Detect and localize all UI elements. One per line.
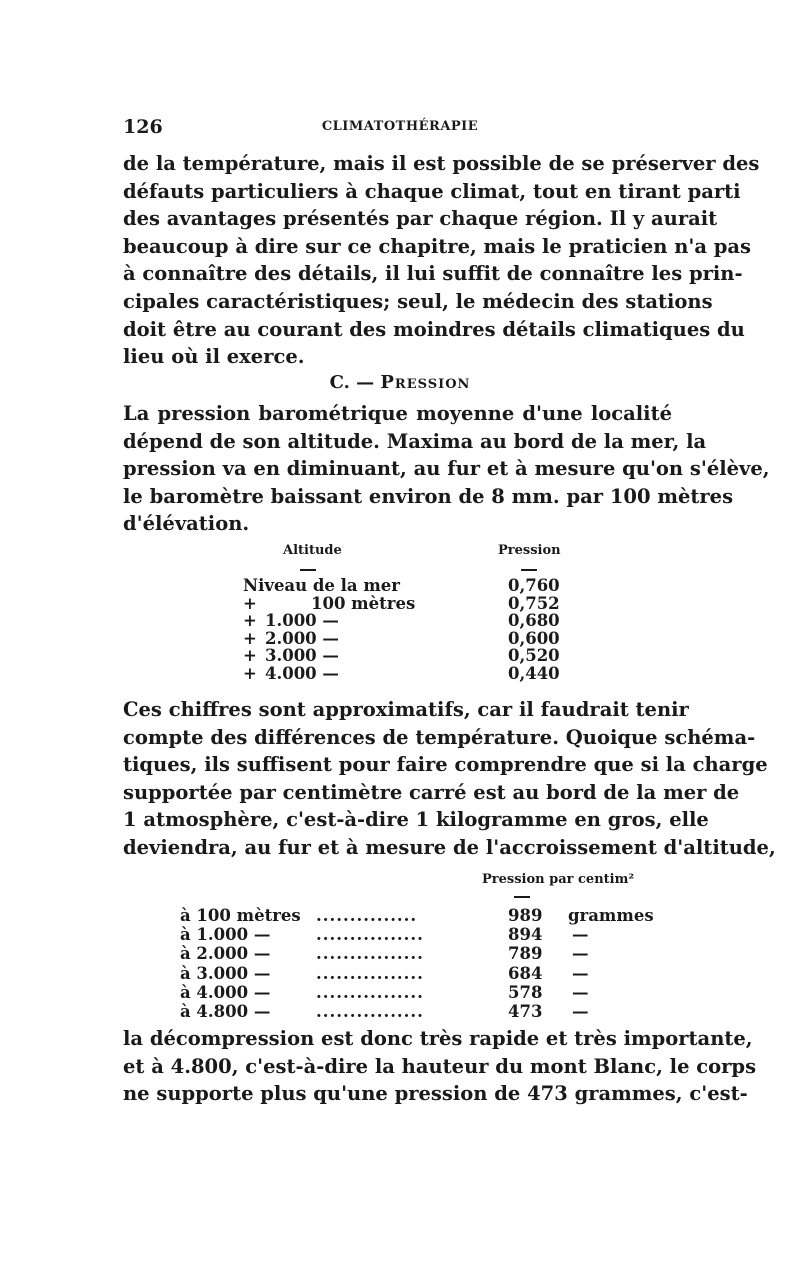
- altitude-cell: à 1.000 —: [180, 925, 271, 945]
- grams-cell: 789: [508, 944, 543, 964]
- altitude-cell: à 4.000 —: [180, 982, 271, 1002]
- grams-cell: 894: [508, 925, 543, 945]
- altitude-cell: Niveau de la mer: [243, 576, 400, 595]
- text-line: dépend de son altitude. Maxima au bord de la mer, la: [123, 429, 707, 453]
- text-line: tiques, ils suffisent pour faire comprendre que si la charge: [123, 753, 768, 777]
- pression-cell: 0,680: [508, 611, 560, 630]
- text-line: la décompression est donc très rapide et très importante,: [123, 1027, 753, 1050]
- pressure-column-header: Pression par centim²: [482, 872, 635, 887]
- table-row: [0, 665, 800, 683]
- text-line: le baromètre baissant environ de 8 mm. par 100 mètres: [123, 484, 734, 508]
- text-line: à connaître des détails, il lui suffit de connaître les prin-: [123, 262, 743, 286]
- pression-column-header: Pression: [498, 543, 561, 558]
- table-row: [0, 944, 800, 963]
- unit-cell: —: [572, 982, 589, 1002]
- page-number: 126: [123, 116, 163, 138]
- altitude-cell: à 100 mètres: [180, 906, 301, 925]
- text-line: pression va en diminuant, au fur et à mesure qu'on s'élève,: [123, 457, 770, 481]
- plus-sign: +: [243, 646, 257, 665]
- table-row: [0, 630, 800, 648]
- pression-cell: 0,520: [508, 646, 560, 665]
- unit-cell: grammes: [568, 906, 654, 925]
- running-title: CLIMATOTHÉRAPIE: [321, 119, 479, 134]
- text-line: et à 4.800, c'est-à-dire la hauteur du mont Blanc, le corps: [123, 1054, 757, 1078]
- altitude-cell: à 3.000 —: [180, 963, 271, 983]
- altitude-cell: 100 mètres: [311, 593, 416, 613]
- leader-dots: ................: [316, 925, 424, 945]
- table-row: [0, 577, 800, 595]
- unit-cell: —: [572, 1001, 589, 1021]
- table-row: [0, 1002, 800, 1021]
- table-row: [0, 925, 800, 944]
- paragraph-4: [123, 1025, 757, 1108]
- plus-sign: +: [243, 663, 257, 683]
- text-line: des avantages présentés par chaque région. Il y aurait: [123, 207, 718, 231]
- text-line: compte des différences de température. Quoique schéma-: [123, 725, 756, 749]
- pression-cell: 0,752: [508, 593, 560, 613]
- text-line: beaucoup à dire sur ce chapitre, mais le praticien n'a pas: [123, 234, 752, 258]
- text-line: ne supporte plus qu'une pression de 473 grammes, c'est-: [123, 1082, 748, 1106]
- leader-dots: ...............: [316, 906, 418, 925]
- plus-sign: +: [243, 611, 257, 630]
- altitude-cell: 4.000 —: [265, 663, 339, 683]
- text-line: La pression barométrique moyenne d'une localité: [123, 402, 672, 425]
- altitude-cell: 3.000 —: [265, 646, 339, 665]
- section-title: Pression: [380, 372, 471, 393]
- text-line: cipales caractéristiques; seul, le médecin des stations: [123, 289, 713, 313]
- leader-dots: ................: [316, 963, 424, 983]
- pression-cell: 0,440: [508, 663, 560, 683]
- altitude-cell: à 2.000 —: [180, 944, 271, 964]
- grams-cell: 473: [508, 1001, 543, 1021]
- text-line: Ces chiffres sont approximatifs, car il faudrait tenir: [123, 698, 689, 721]
- text-line: d'élévation.: [123, 512, 250, 536]
- pression-cell: 0,600: [508, 628, 560, 648]
- plus-sign: +: [243, 628, 257, 648]
- altitude-cell: 2.000 —: [265, 628, 339, 648]
- altitude-cell: à 4.800 —: [180, 1001, 271, 1021]
- table-row: [0, 906, 800, 925]
- pressure-per-cm2-table: [0, 906, 800, 1021]
- plus-sign: +: [243, 593, 257, 613]
- altitude-pressure-table: [0, 577, 800, 682]
- text-line: de la température, mais il est possible de se préserver des: [123, 152, 760, 175]
- unit-cell: —: [572, 963, 589, 983]
- text-line: supportée par centimètre carré est au bord de la mer de: [123, 780, 740, 804]
- table-row: [0, 595, 800, 613]
- unit-cell: —: [572, 925, 589, 945]
- grams-cell: 989: [508, 906, 543, 925]
- pression-cell: 0,760: [508, 576, 560, 595]
- grams-cell: 684: [508, 963, 543, 983]
- table-row: [0, 647, 800, 665]
- text-line: doit être au courant des moindres détails climatiques du: [123, 317, 745, 341]
- leader-dots: ................: [316, 1001, 424, 1021]
- paragraph-3: [123, 696, 776, 862]
- altitude-cell: 1.000 —: [265, 611, 339, 630]
- paragraph-2: [123, 400, 770, 538]
- text-line: défauts particuliers à chaque climat, tout en tirant parti: [123, 179, 741, 203]
- text-line: deviendra, au fur et à mesure de l'accroissement d'altitude,: [123, 835, 776, 859]
- table-row: [0, 983, 800, 1002]
- unit-cell: —: [572, 944, 589, 964]
- leader-dots: ................: [316, 944, 424, 964]
- table-row: [0, 612, 800, 630]
- column-dash: [514, 896, 530, 898]
- section-prefix: C. —: [329, 372, 381, 393]
- leader-dots: ................: [316, 982, 424, 1002]
- paragraph-1: [123, 150, 760, 371]
- table-row: [0, 964, 800, 983]
- section-heading: [0, 372, 800, 393]
- column-dash: [521, 569, 537, 571]
- column-dash: [300, 569, 316, 571]
- text-line: 1 atmosphère, c'est-à-dire 1 kilogramme en gros, elle: [123, 808, 709, 832]
- altitude-column-header: Altitude: [283, 543, 342, 558]
- text-line: lieu où il exerce.: [123, 345, 305, 369]
- grams-cell: 578: [508, 982, 543, 1002]
